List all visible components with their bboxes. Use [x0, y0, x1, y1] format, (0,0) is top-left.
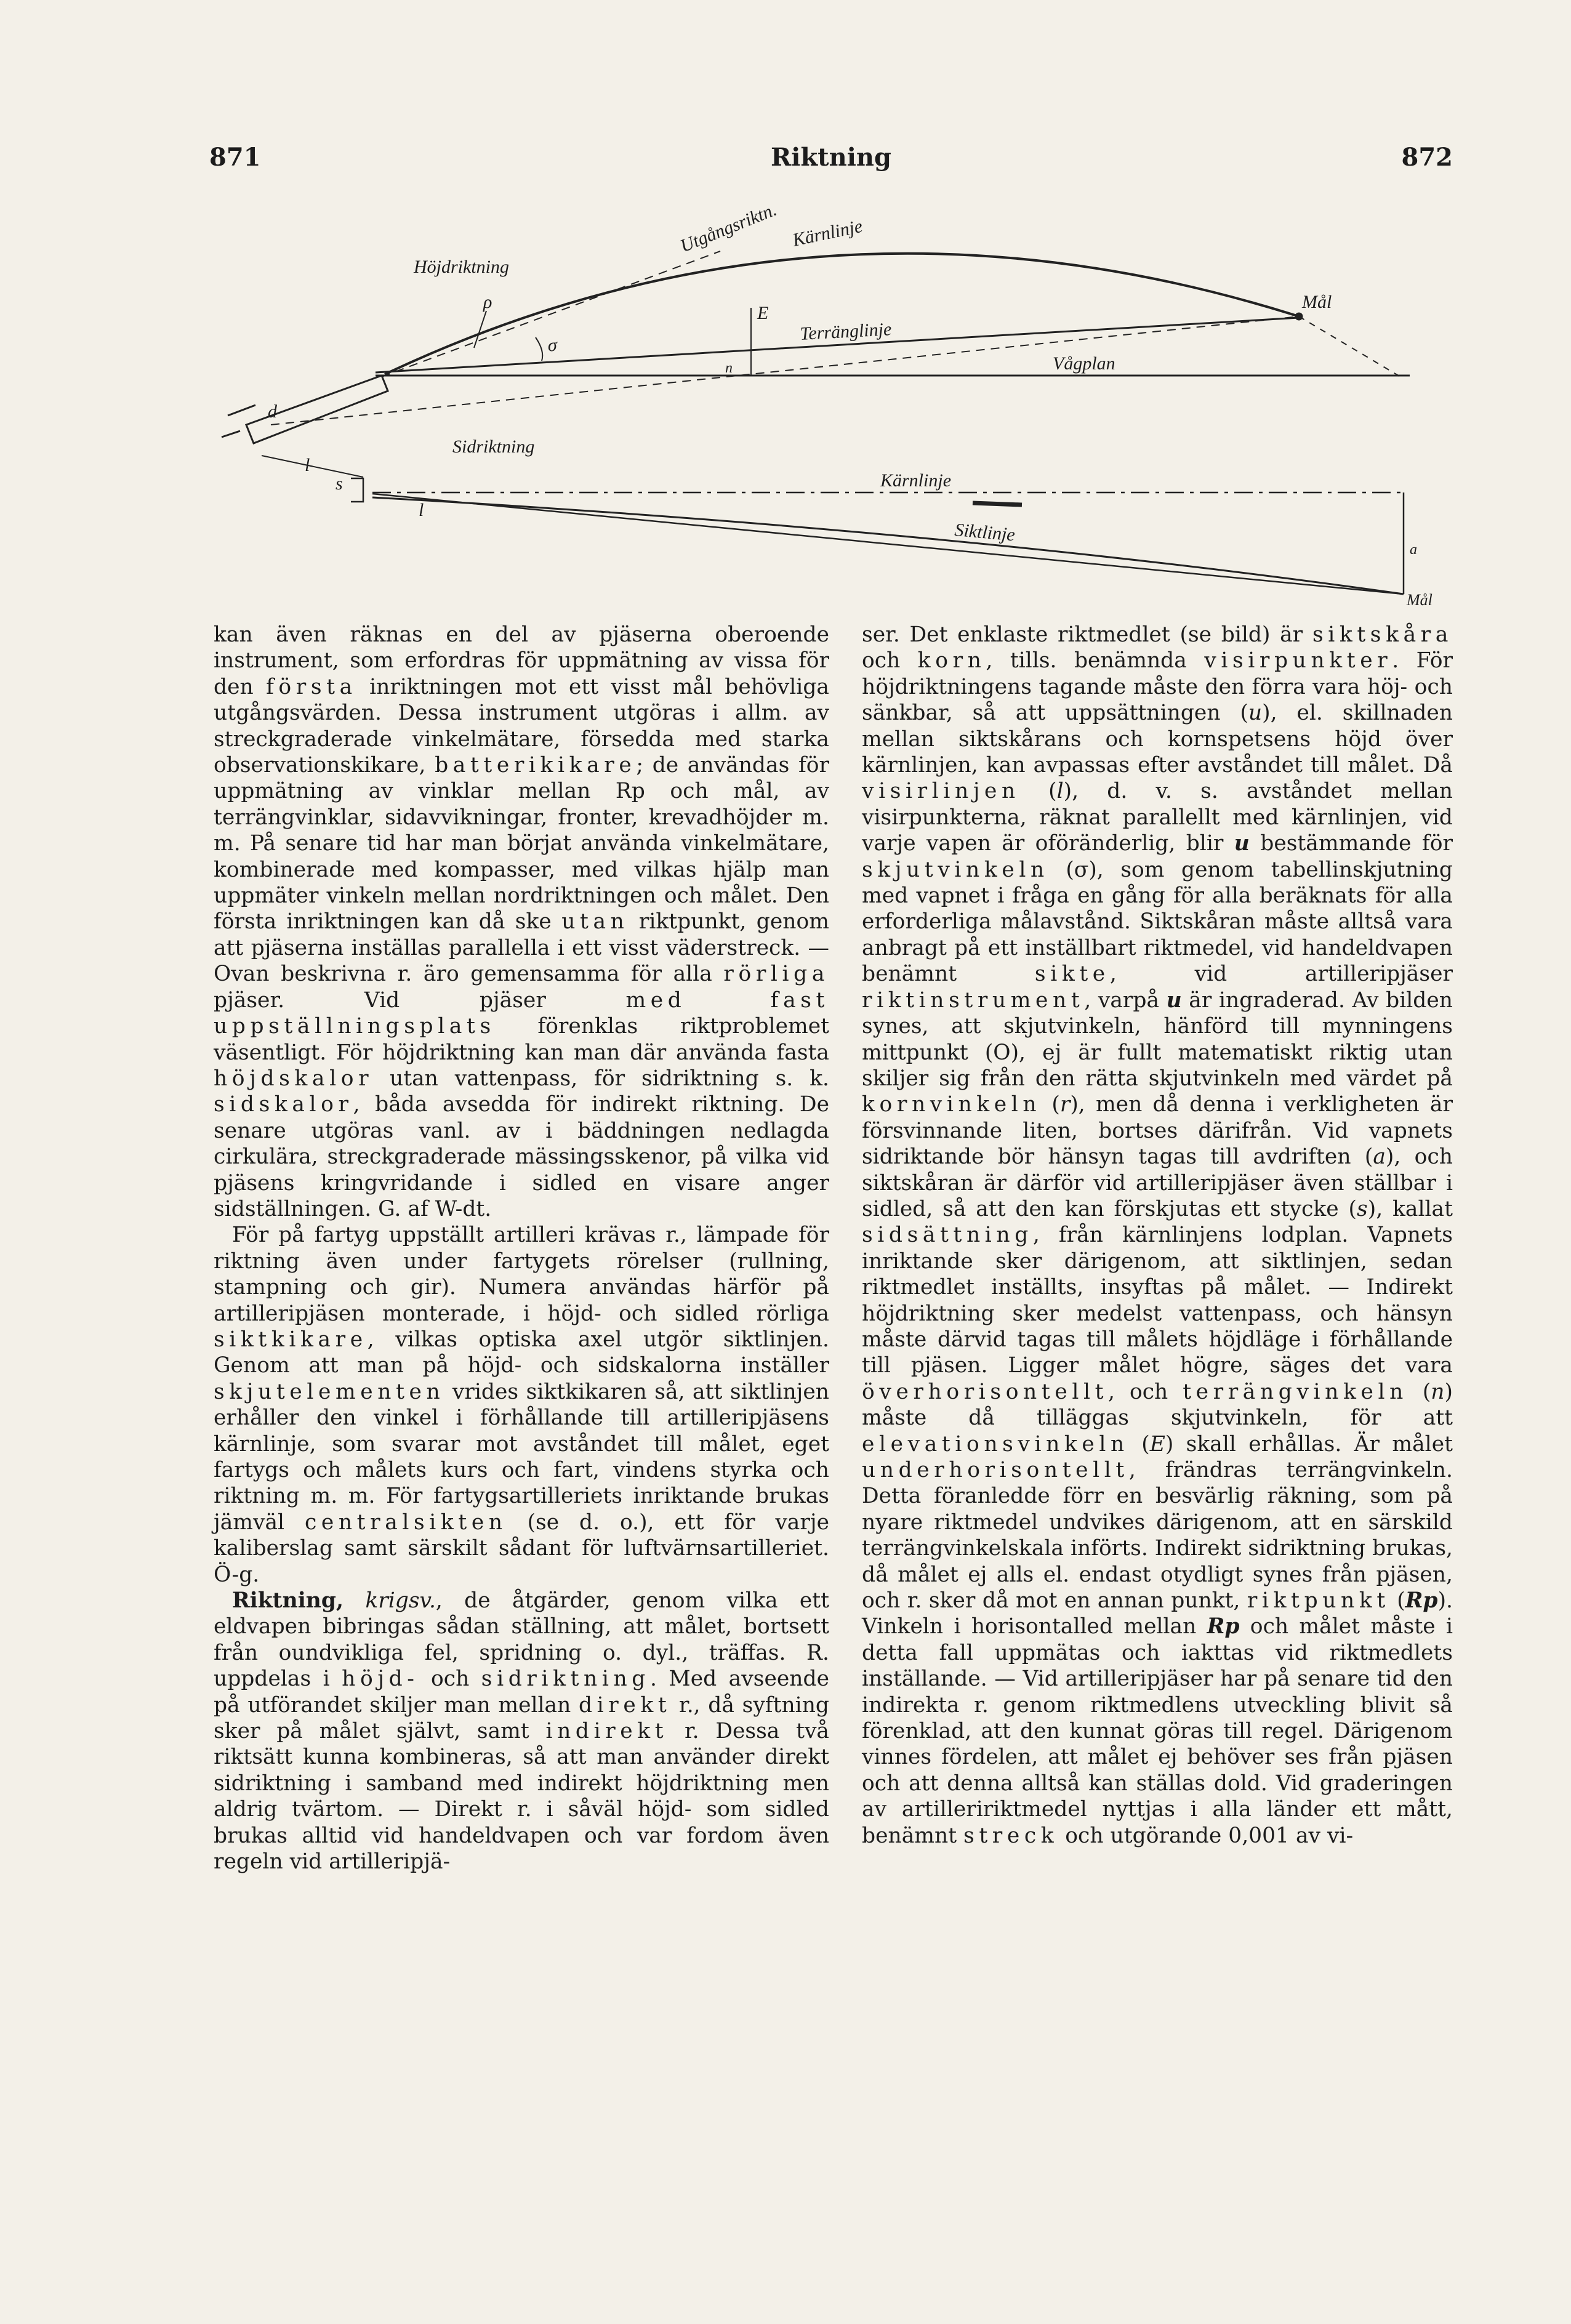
label-s: s: [335, 473, 343, 494]
spaced-term: direkt: [579, 1692, 672, 1718]
spaced-term: överhorisontellt: [862, 1379, 1109, 1404]
left-paragraph-2: För på fartyg uppställt artilleri krävas r., lämpade för riktning även under fartygets rörelser (rullning, stampning och gir). Numera användas härför på artilleripjäsen monterade, i höjd- och sidled rörliga siktkikare, vilkas optiska axel utgör siktlinjen. Genom att man på höjd- och sidskalorna inställer skjutelementen vrides siktkikaren så, att siktlinjen erhåller den vinkel i förhållande till artilleripjäsens kärnlinje, som svarar mot avståndet till målet, eget fartygs och målets kurs och fart, vindens styrka och riktning m. m. För fartygsartilleriets inriktande brukas jämväl centralsikten (se d. o.), ett för varje kaliberslag samt särskilt sådant för luftvärnsartilleriet. Ö-g.: [214, 1223, 829, 1587]
label-vagplan: Vågplan: [1053, 353, 1115, 374]
spaced-term: visirpunkter: [1204, 648, 1392, 673]
spaced-term: centralsikten: [304, 1510, 507, 1535]
spaced-term: höjdskalor: [214, 1066, 374, 1091]
label-n: n: [725, 360, 733, 376]
left-column: [214, 622, 829, 1875]
spaced-term: riktinstrument: [862, 987, 1085, 1013]
page-number-right: 872: [1401, 143, 1453, 172]
spaced-term: korn: [917, 648, 986, 673]
barrel-end: [228, 405, 255, 416]
spaced-term: kornvinkeln: [862, 1092, 1042, 1117]
dimension-line: [262, 456, 363, 477]
label-rho: ρ: [483, 292, 492, 312]
spaced-term: med fast uppställningsplats: [214, 987, 829, 1039]
spaced-term: sidskalor: [214, 1092, 353, 1117]
label-d: d: [268, 401, 277, 422]
page-number-left: 871: [209, 143, 261, 172]
left-paragraph-3: Riktning, krigsv., de åtgärder, genom vilka ett eldvapen bibringas sådan ställning, att målet, bortsett från oundvikliga fel, spridning o. dyl., träffas. R. uppdelas i höjd- och sidriktning. Med avseende på utförandet skiljer man mellan direkt r., då syftning sker på målet självt, samt indirekt r. Dessa två riktsätt kunna kombineras, så att man använder direkt sidriktning i samband med indirekt höjdriktning men aldrig tvärtom. — Direkt r. i såväl höjd- som sidled brukas alltid vid handeldvapen och var fordom även regeln vid artilleripjä-: [214, 1588, 830, 1875]
spaced-term: utan: [561, 909, 629, 935]
label-e: E: [757, 303, 769, 323]
riktning-diagram: [209, 179, 1453, 609]
trajectory-curve: [385, 254, 1299, 374]
projectile-mark: [973, 503, 1022, 505]
italic-term: u: [1248, 701, 1263, 726]
mal-point: [1296, 313, 1302, 320]
label-terranglinje: Terränglinje: [799, 319, 893, 344]
spaced-term: indirekt: [545, 1719, 669, 1744]
right-paragraph-1: ser. Det enklaste riktmedlet (se bild) är siktskåra och korn, tills. benämnda visirpunkter. För höjdriktningens tagande måste den förra vara höj- och sänkbar, så att uppsättningen (u), el. skillnaden mellan siktskårans och kornspetsens höjd över kärnlinjen, kan avpassas efter avståndet till målet. Då visirlinjen (l), d. v. s. avståndet mellan visirpunkterna, räknat parallellt med kärnlinjen, vid varje vapen är oföränderlig, blir u bestämmande för skjutvinkeln (σ), som genom tabellinskjutning med vapnet i fråga en gång för alla beräknats för alla erforderliga målavstånd. Siktskåran måste alltså vara anbragt på ett inställbart riktmedel, vid handeldvapen benämnt sikte, vid artilleripjäser riktinstrument, varpå u är ingraderad. Av bilden synes, att skjutvinkeln, hänförd till mynningens mittpunkt (O), ej är fullt matematiskt riktig utan skiljer sig från den rätta skjutvinkeln med värdet på kornvinkeln (r), men då denna i verkligheten är försvinnande liten, bortses därifrån. Vid vapnets sidriktande bör hänsyn tagas till avdriften (a), och siktskåran är därför vid artilleripjäser även ställbar i sidled, så att den kan förskjutas ett stycke (s), kallat sidsättning, från kärnlinjens lodplan. Vapnets inriktande sker därigenom, att siktlinjen, sedan riktmedlet inställts, insyftas på målet. — Indirekt höjdriktning sker medelst vattenpass, och hänsyn måste därvid tagas till målets höjdläge i förhållande till pjäsen. Ligger målet högre, säges det vara överhorisontellt, och terrängvinkeln (n) måste då tilläggas skjutvinkeln, för att elevationsvinkeln (E) skall erhållas. Är målet underhorisontellt, frändras terrängvinkeln. Detta föranledde förr en besvärlig räkning, som på nyare riktmedel undvikes därigenom, att en särskild terrängvinkelskala införts. Indirekt sidriktning brukas, då målet ej alls el. endast otydligt synes från pjäsen, och r. sker då mot en annan punkt, riktpunkt (Rp). Vinkeln i horisontalled mellan Rp och målet måste i detta fall uppmätas och iakttas vid riktmedlets inställande. — Vid artilleripjäser har på senare tid den indirekta r. genom riktmedlens utveckling blivit så förenklad, att den kunnat göras till regel. Därigenom vinnes fördelen, att målet ej behöver ses från pjäsen och att denna alltså kan ställas dold. Vid graderingen av artilleririktmedel nyttjas i alla länder ett mått, benämnt streck och utgörande 0,001 av vi-: [862, 622, 1453, 1848]
label-mal: Mål: [1302, 292, 1332, 312]
running-headword: Riktning: [771, 143, 891, 172]
label-sigma: σ: [548, 335, 557, 355]
spaced-term: siktskåra: [1312, 622, 1453, 647]
bold-term: Riktning,: [232, 1588, 344, 1614]
italic-term: n: [1431, 1379, 1445, 1404]
label-a: a: [1410, 542, 1417, 558]
italic-term: r: [1059, 1092, 1071, 1117]
bold-term: u: [1166, 987, 1182, 1013]
label-mal2: Mål: [1407, 591, 1432, 609]
sid-bracket: [351, 478, 363, 502]
spaced-term: streck: [963, 1823, 1059, 1848]
sigma-arc: [536, 337, 542, 361]
label-utgangsriktn: Utgångsriktn.: [677, 199, 780, 257]
spaced-term: skjutvinkeln: [862, 857, 1049, 882]
label-hojdriktning: Höjdriktning: [414, 257, 509, 277]
label-karnlinje: Kärnlinje: [790, 215, 864, 251]
spaced-term: sidriktning: [481, 1667, 650, 1692]
italic-term: krigsv.: [365, 1588, 436, 1614]
spaced-term: batterikikare: [435, 753, 637, 778]
italic-term: l: [1056, 779, 1064, 804]
italic-term: s: [1357, 1196, 1368, 1221]
riktning-diagram-svg: [209, 179, 1453, 609]
rho-pointer: [474, 311, 486, 348]
spaced-term: rörliga: [723, 962, 829, 987]
label-sidriktning: Sidriktning: [452, 436, 535, 457]
spaced-term: första: [266, 674, 357, 699]
italic-term: E: [1149, 1431, 1165, 1457]
left-paragraph-1: kan även räknas en del av pjäserna oberoende instrument, som erfordras för uppmätning av vissa för den första inriktningen mot ett visst mål behövliga utgångsvärden. Dessa instrument utgöras i allm. av streckgraderade vinkelmätare, försedda med starka observationskikare, batterikikare; de användas för uppmätning av vinklar mellan Rp och mål, av terrängvinklar, sidavvikningar, fronter, krevadhöjder m. m. På senare tid har man börjat använda vinkelmätare, kombinerade med kompasser, med vilkas hjälp man uppmäter vinkeln mellan nordriktningen och målet. Den första inriktningen kan då ske utan riktpunkt, genom att pjäserna inställas parallella i ett visst väderstreck. — Ovan beskrivna r. äro gemensamma för alla rörliga pjäser. Vid pjäser med fast uppställningsplats förenklas riktproblemet väsentligt. För höjdriktning kan man där använda fasta höjdskalor utan vattenpass, för sidriktning s. k. sidskalor, båda avsedda för indirekt riktning. De senare utgöras vanl. av i bäddningen nedlagda cirkulära, streckgraderade mässingsskenor, på vilka vid pjäsens kringvridande i sidled en visare anger sidställningen. G. af W-dt.: [214, 622, 829, 1221]
mal-drop-line: [1299, 316, 1404, 379]
bold-term: u: [1234, 831, 1250, 856]
bold-term: Rp: [1207, 1614, 1240, 1639]
label-karnlinje2: Kärnlinje: [880, 470, 952, 491]
barrel-end-lower: [222, 431, 240, 437]
label-l2: l: [419, 500, 424, 520]
spaced-term: sidsättning: [862, 1223, 1033, 1248]
page-header: [209, 143, 1453, 180]
right-column: [862, 622, 1453, 1849]
spaced-term: siktkikare: [214, 1327, 368, 1352]
bold-term: Rp: [1405, 1588, 1438, 1614]
siktlinje-dashed: [271, 316, 1299, 425]
siktlinje-sid: [372, 494, 1404, 594]
label-l: l: [305, 455, 310, 475]
spaced-term: underhorisontellt: [862, 1458, 1129, 1482]
spaced-term: visirlinjen: [862, 779, 1020, 804]
spaced-term: höjd-: [342, 1667, 419, 1692]
spaced-term: elevationsvinkeln: [862, 1431, 1129, 1457]
spaced-term: sikte: [1034, 962, 1110, 987]
spaced-term: riktpunkt: [1247, 1588, 1390, 1614]
label-siktlinje: Siktlinje: [954, 520, 1016, 545]
italic-term: a: [1373, 1144, 1386, 1170]
spaced-term: terrängvinkeln: [1183, 1379, 1408, 1404]
spaced-term: skjutelementen: [214, 1379, 445, 1404]
